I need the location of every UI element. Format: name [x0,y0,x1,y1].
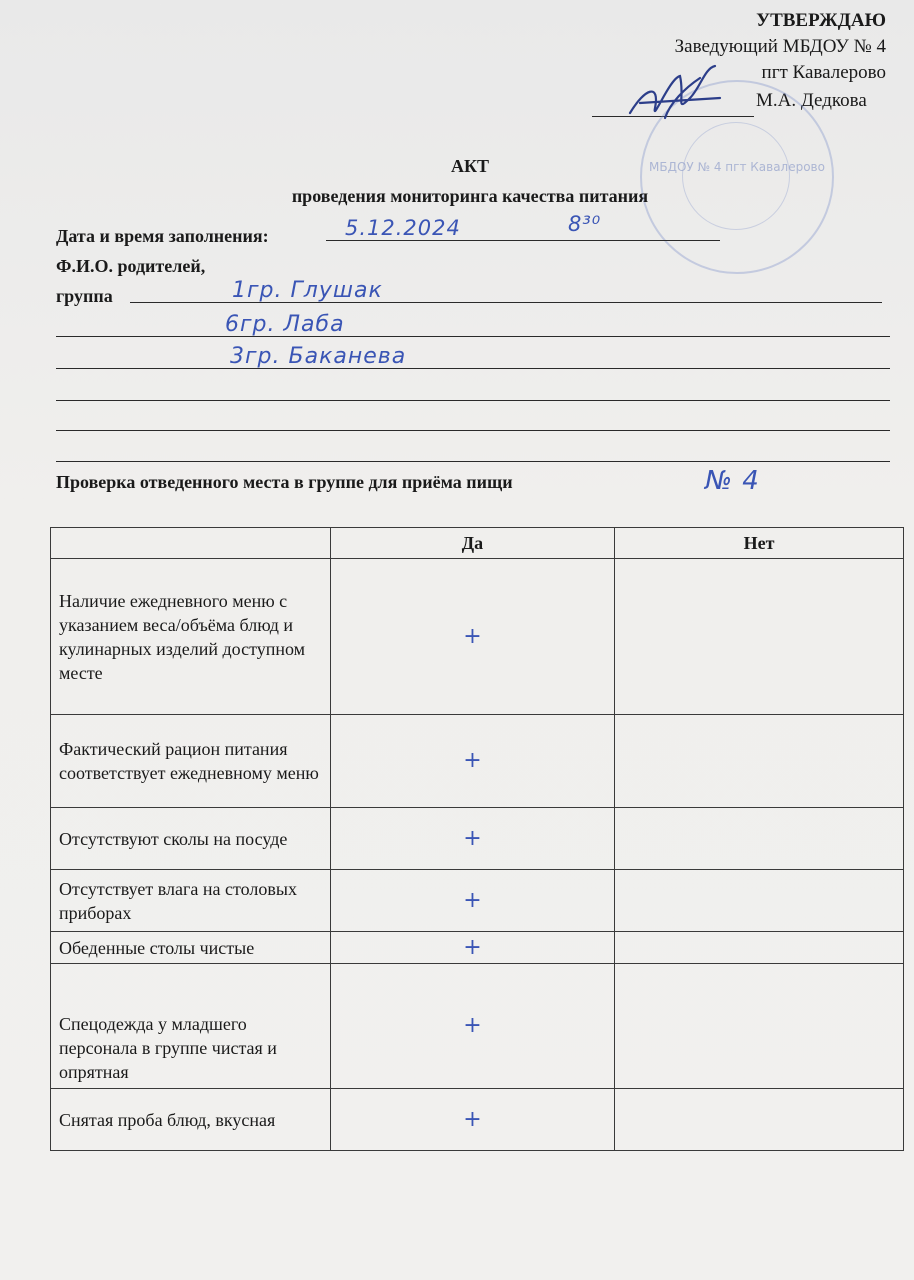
group-line-4 [56,400,890,401]
table-row [51,1089,904,1151]
header-yes: Да [331,528,615,559]
table-row [51,715,904,808]
row-no-mark [615,932,904,964]
row-question: Фактический рацион питания соответствует ежедневному меню [51,715,331,808]
section-note: № 4 [705,466,760,496]
group-label: группа [56,286,113,306]
group-line-3 [56,368,890,369]
table-row [51,808,904,870]
row-question: Обеденные столы чистые [51,932,331,964]
checklist-table [50,527,904,1151]
row-no-mark [615,870,904,932]
row-no-mark [615,1089,904,1151]
doc-title: АКТ [450,156,490,176]
row-question: Отсутствуют сколы на посуде [51,808,331,870]
row-yes-mark: + [331,715,615,808]
date-value: 5.12.2024 [345,216,461,240]
doc-subtitle: проведения мониторинга качества питания [291,186,649,206]
approval-line-2: пгт Кавалерово [761,62,886,83]
table-header-row [51,528,904,559]
table-row [51,964,904,1089]
group-entry-2: 6гр. Лаба [225,312,345,337]
row-yes-mark: + [331,1089,615,1151]
row-yes-mark: + [331,964,615,1089]
row-no-mark [615,715,904,808]
row-yes-mark: + [331,808,615,870]
header-no: Нет [615,528,904,559]
date-label: Дата и время заполнения: [56,226,269,246]
group-line-6 [56,461,890,462]
row-no-mark [615,808,904,870]
section-title: Проверка отведенного места в группе для приёма пищи [56,472,513,492]
date-line [326,240,720,241]
table-row [51,559,904,715]
header-empty [51,528,331,559]
group-entry-3: 3гр. Баканева [230,344,407,369]
row-yes-mark: + [331,870,615,932]
row-yes-mark: + [331,932,615,964]
table-row [51,870,904,932]
time-value: 8³⁰ [568,212,602,236]
group-entry-1: 1гр. Глушак [232,278,383,303]
row-no-mark [615,559,904,715]
group-line-2 [56,336,890,337]
approval-line-3: М.А. Дедкова [756,90,867,111]
approval-title: УТВЕРЖДАЮ [756,10,886,31]
approval-line-1: Заведующий МБДОУ № 4 [674,36,886,57]
row-question: Спецодежда у младшего персонала в группе чистая и опрятная [51,964,331,1089]
parents-label: Ф.И.О. родителей, [56,256,206,276]
signature-icon [610,58,740,138]
group-line-5 [56,430,890,431]
row-question: Снятая проба блюд, вкусная [51,1089,331,1151]
row-no-mark [615,964,904,1089]
stamp-text: МБДОУ № 4 пгт Кавалерово [649,160,825,174]
row-yes-mark: + [331,559,615,715]
table-row [51,932,904,964]
row-question: Наличие ежедневного меню с указанием веса/объёма блюд и кулинарных изделий доступном месте [51,559,331,715]
row-question: Отсутствует влага на столовых приборах [51,870,331,932]
